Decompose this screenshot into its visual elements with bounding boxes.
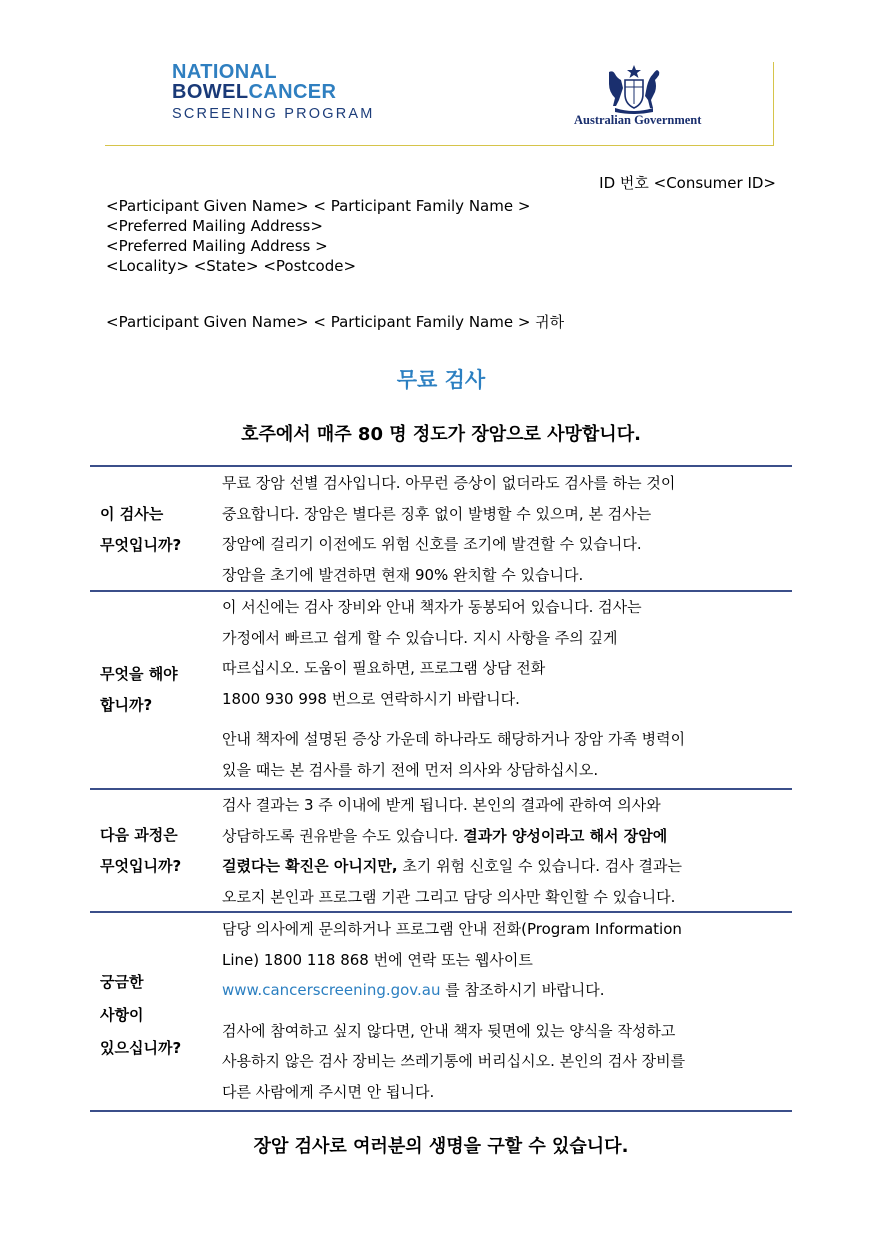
answer-line: 1800 930 998 번으로 연락하시기 바랍니다.: [222, 689, 520, 708]
page-subtitle: 호주에서 매주 80 명 정도가 장암으로 사망합니다.: [241, 424, 641, 445]
answer-next-steps: [222, 790, 790, 912]
question-what-is-test: [100, 499, 220, 561]
question-what-to-do: [100, 659, 220, 721]
question-next-steps: [100, 820, 220, 882]
australian-government-label: Australian Government: [574, 113, 702, 127]
coat-of-arms-icon: [603, 64, 665, 114]
logo-line-2b: CANCER: [248, 81, 337, 103]
question-have-questions: [100, 966, 220, 1065]
answer-line: 중요합니다. 장암은 별다른 징후 없이 발병할 수 있으며, 본 검사는: [222, 504, 652, 523]
answer-line: [222, 821, 790, 852]
header-divider: [105, 145, 774, 146]
answer-line: 따르십시오. 도움이 필요하면, 프로그램 상담 전화: [222, 659, 546, 677]
website-link[interactable]: www.cancerscreening.gov.au: [222, 981, 441, 999]
address-line: <Preferred Mailing Address >: [106, 237, 328, 255]
answer-line: [222, 975, 790, 1006]
answer-line: 이 서신에는 검사 장비와 안내 책자가 동봉되어 있습니다. 검사는: [222, 598, 642, 616]
answer-line: 담당 의사에게 문의하거나 프로그램 안내 전화(Program Information: [222, 920, 682, 938]
question-line: 궁금한: [100, 973, 144, 991]
answer-emphasis: 걸렸다는 확진은 아니지만,: [222, 857, 398, 875]
answer-have-questions: [222, 914, 790, 1107]
address-line: <Preferred Mailing Address>: [106, 217, 323, 235]
answer-line: [222, 851, 790, 882]
answer-what-is-test: [222, 468, 790, 590]
answer-line: 오로지 본인과 프로그램 기관 그리고 담당 의사만 확인할 수 있습니다.: [222, 887, 676, 906]
logo-line-3: SCREENING PROGRAM: [172, 106, 375, 122]
answer-line: 있을 때는 본 검사를 하기 전에 먼저 의사와 상담하십시오.: [222, 760, 599, 779]
address-line: <Locality> <State> <Postcode>: [106, 257, 357, 275]
question-line: 무엇입니까?: [100, 536, 182, 554]
question-line: 있으십니까?: [100, 1039, 182, 1057]
page-title: 무료 검사: [396, 368, 486, 392]
question-line: 무엇입니까?: [100, 857, 182, 875]
answer-text: 를 참조하시기 바랍니다.: [440, 981, 605, 999]
answer-line: 안내 책자에 설명된 증상 가운데 하나라도 해당하거나 장암 가족 병력이: [222, 730, 686, 748]
question-line: 합니까?: [100, 696, 153, 714]
closing-statement: 장암 검사로 여러분의 생명을 구할 수 있습니다.: [253, 1136, 629, 1157]
header-divider-vertical: [773, 62, 774, 146]
paragraph-gap: [222, 714, 790, 724]
answer-line: 검사 결과는 3 주 이내에 받게 됩니다. 본인의 결과에 관하여 의사와: [222, 796, 661, 814]
answer-line: 무료 장암 선별 검사입니다. 아무런 증상이 없더라도 검사를 하는 것이: [222, 474, 676, 492]
table-rule: [90, 1110, 792, 1112]
question-line: 무엇을 해야: [100, 665, 178, 683]
answer-line: 다른 사람에게 주시면 안 됩니다.: [222, 1082, 435, 1101]
logo-line-1: NATIONAL: [172, 61, 278, 83]
answer-text: 상담하도록 권유받을 수도 있습니다.: [222, 826, 464, 845]
paragraph-gap: [222, 1006, 790, 1016]
question-line: 사항이: [100, 1006, 144, 1024]
answer-line: 사용하지 않은 검사 장비는 쓰레기통에 버리십시오. 본인의 검사 장비를: [222, 1052, 686, 1070]
answer-line: Line) 1800 118 868 번에 연락 또는 웹사이트: [222, 950, 533, 969]
answer-text: 초기 위험 신호일 수 있습니다. 검사 결과는: [397, 857, 683, 875]
consumer-id: ID 번호 <Consumer ID>: [599, 174, 776, 192]
answer-line: 장암에 걸리기 이전에도 위험 신호를 조기에 발견할 수 있습니다.: [222, 535, 642, 553]
logo-line-2a: BOWEL: [172, 81, 249, 103]
answer-line: 가정에서 빠르고 쉽게 할 수 있습니다. 지시 사항을 주의 깊게: [222, 628, 618, 647]
answer-line: 검사에 참여하고 싶지 않다면, 안내 책자 뒷면에 있는 양식을 작성하고: [222, 1021, 676, 1040]
answer-line: 장암을 초기에 발견하면 현재 90% 완치할 수 있습니다.: [222, 565, 584, 584]
question-line: 이 검사는: [100, 505, 164, 523]
answer-emphasis: 결과가 양성이라고 해서 장암에: [463, 826, 668, 845]
address-line: <Participant Given Name> < Participant Family Name >: [106, 197, 531, 215]
table-rule: [90, 465, 792, 467]
question-line: 다음 과정은: [100, 826, 178, 844]
answer-what-to-do: [222, 592, 790, 785]
salutation: <Participant Given Name> < Participant Family Name > 귀하: [106, 313, 565, 331]
mailing-address: [106, 196, 530, 276]
nbcsp-logo: [172, 62, 375, 122]
logo-line-2: [172, 82, 375, 102]
